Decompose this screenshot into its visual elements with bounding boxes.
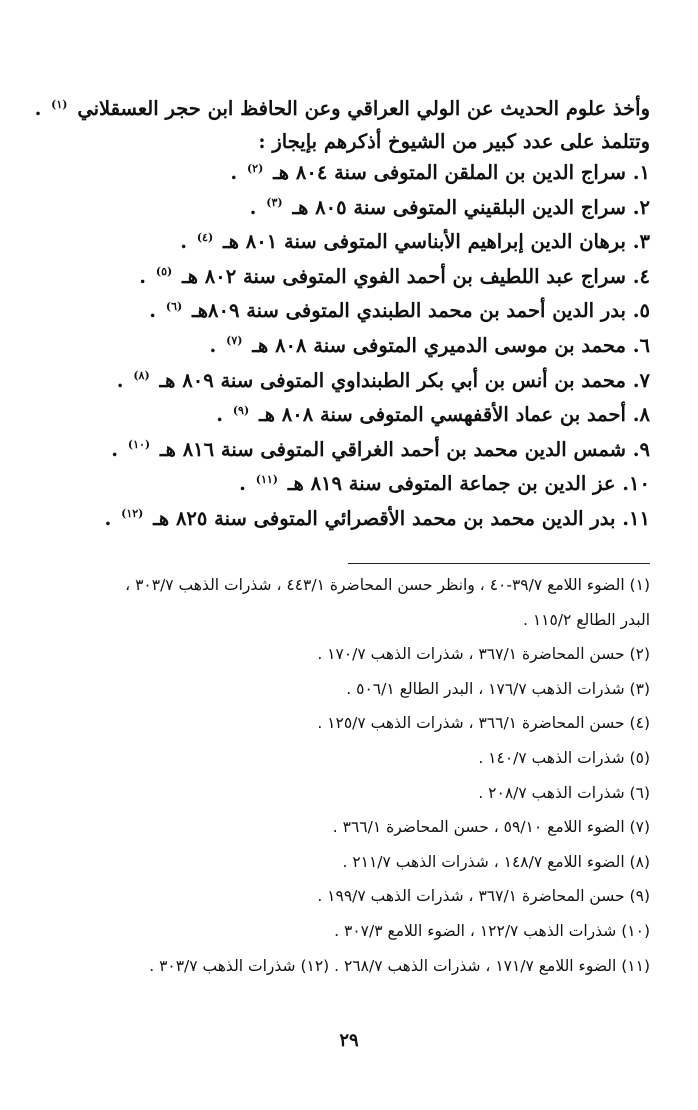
footnote-ref: (١٢) [121,507,144,521]
teachers-list [30,156,650,537]
teacher-text: ٥. بدر الدين أحمد بن محمد الطبندي المتوفى سنة ٨٠٩هـ [192,299,650,323]
footnote-ref: (٢) [246,161,264,175]
line-end: . [209,333,217,357]
teacher-text: ٣. برهان الدين إبراهيم الأبناسي المتوفى سنة ٨٠١ هـ [222,230,650,254]
footnote-line: (١) الضوء اللامع ٣٩/٧-٤٠ ، وانظر حسن المحاضرة ٤٤٣/١ ، شذرات الذهب ٣٠٣/٧ ، [125,576,650,594]
teacher-text: ١١. بدر الدين محمد بن محمد الأقصرائي المتوفى سنة ٨٢٥ هـ [153,506,650,530]
line-end: . [149,299,157,323]
footnote-line: (١١) الضوء اللامع ١٧١/٧ ، شذرات الذهب ٢٦٨/٧ . (١٢) شذرات الذهب ٣٠٣/٧ . [149,956,650,975]
teacher-text: ٦. محمد بن موسى الدميري المتوفى سنة ٨٠٨ هـ [252,333,650,357]
teacher-item [30,467,650,502]
intro-line-2 [30,128,650,156]
line-end: . [34,97,42,120]
footnote-line: (٧) الضوء اللامع ٥٩/١٠ ، حسن المحاضرة ٣٦٦/١ . [332,818,650,837]
intro-line-1 [30,90,650,128]
line-end: . [111,437,119,461]
intro-text: وتتلمذ على عدد كبير من الشيوخ أذكرهم بإيجاز : [258,130,650,153]
intro-text: وأخذ علوم الحديث عن الولي العراقي وعن الحافظ ابن حجر العسقلاني [77,97,650,120]
footnote-ref: (١٠) [127,438,151,452]
line-end: . [180,230,188,254]
footnote-line: (٥) شذرات الذهب ١٤٠/٧ . [478,748,650,767]
teacher-text: ٧. محمد بن أنس بن أبي بكر الطبنداوي المتوفى سنة ٨٠٩ هـ [159,368,650,392]
line-end: . [230,161,238,184]
footnotes [30,568,650,983]
footnote-ref: (٦) [165,299,183,313]
teacher-item [30,225,650,260]
line-end: . [249,195,257,219]
footnote-line: (٩) حسن المحاضرة ٣٦٧/١ ، شذرات الذهب ١٩٩/٧ . [317,887,650,906]
teacher-item [30,502,650,537]
footnote-ref: (٩) [232,403,250,417]
footnote-line: (١٠) شذرات الذهب ١٢٢/٧ ، الضوء اللامع ٣٠٧/٣ . [334,921,650,940]
footnote-line: (٦) شذرات الذهب ٢٠٨/٧ . [478,783,650,802]
footnote-line: البدر الطالع ١١٥/٢ . [522,610,650,629]
line-end: . [104,506,112,530]
footnote-ref: (٧) [226,334,243,348]
teacher-item [30,156,650,191]
footnote-ref: (١١) [255,472,278,486]
teacher-item [30,329,650,364]
teacher-text: ٢. سراج الدين البلقيني المتوفى سنة ٨٠٥ هـ [292,195,650,219]
teacher-text: ٨. أحمد بن عماد الأقفهسي المتوفى سنة ٨٠٨ هـ [258,403,650,427]
teacher-item [30,364,650,399]
footnote-divider [348,563,650,564]
teacher-text: ٤. سراج عبد اللطيف بن أحمد الفوي المتوفى سنة ٨٠٢ هـ [182,264,650,288]
footnote-ref: (٥) [155,265,173,279]
footnote-ref: (٨) [133,369,150,383]
main-text [30,90,650,537]
teacher-item [30,260,650,295]
teacher-text: ٩. شمس الدين محمد بن أحمد الغراقي المتوفى سنة ٨١٦ هـ [159,437,650,461]
footnote-line: (٨) الضوء اللامع ١٤٨/٧ ، شذرات الذهب ٢١١/٧ . [342,852,650,871]
line-end: . [239,472,246,496]
line-end: . [216,403,224,427]
teacher-item [30,294,650,329]
teacher-text: ١. سراج الدين بن الملقن المتوفى سنة ٨٠٤ هـ [273,161,650,184]
footnote-line: (٢) حسن المحاضرة ٣٦٧/١ ، شذرات الذهب ١٧٠/٧ . [317,645,650,664]
footnote-line: (٤) حسن المحاضرة ٣٦٦/١ ، شذرات الذهب ١٢٥/٧ . [317,714,650,733]
footnote-ref: (٤) [196,230,214,244]
page-number: ٢٩ [339,1030,359,1051]
teacher-item [30,398,650,433]
teacher-text: ١٠. عز الدين بن جماعة المتوفى سنة ٨١٩ هـ [287,472,650,496]
line-end: . [139,264,147,288]
footnote-ref: (٣) [266,196,283,210]
footnote-ref: (١) [51,97,68,111]
line-end: . [116,368,124,392]
teacher-item [30,191,650,226]
footnote-line: (٣) شذرات الذهب ١٧٦/٧ ، البدر الطالع ٥٠٦/١ . [346,679,650,698]
teacher-item [30,433,650,468]
